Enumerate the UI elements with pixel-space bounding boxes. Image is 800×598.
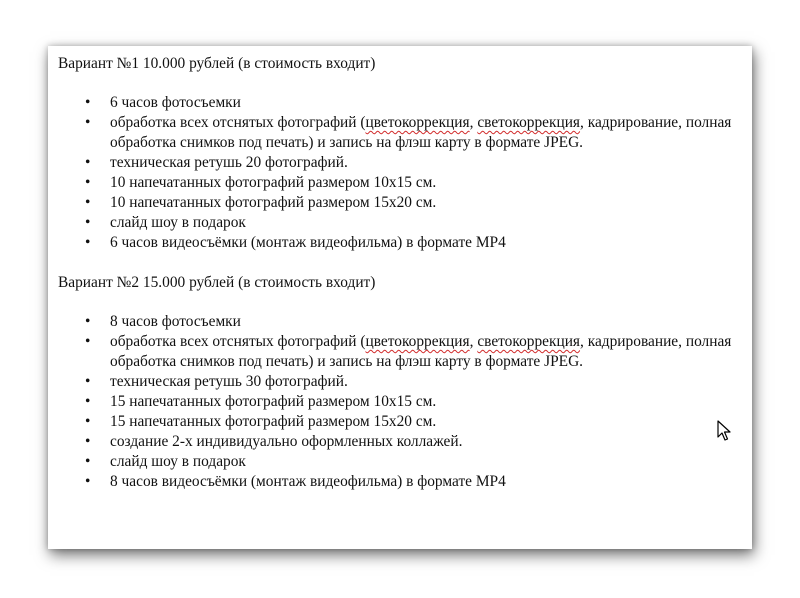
list-item-text: ,: [469, 114, 478, 131]
document-page: [48, 46, 752, 549]
list-item: • 10 напечатанных фотографий размером 10х15 см.: [58, 173, 742, 193]
list-item: [58, 113, 742, 153]
list-item: • 15 напечатанных фотографий размером 15х20 см.: [58, 412, 742, 432]
list-item: • слайд шоу в подарок: [58, 213, 742, 233]
list-item-text: обработка всех отснятых фотографий (: [110, 333, 366, 350]
variant-1-list: [58, 93, 742, 253]
list-item-text: , кадрирование, полная обработка снимков под печать) и запись на флэш карту в формате JPEG.: [110, 333, 732, 370]
variant-1-heading: Вариант №1 10.000 рублей (в стоимость входит): [58, 55, 376, 72]
list-item: • слайд шоу в подарок: [58, 452, 742, 472]
list-item: • 8 часов фотосъемки: [58, 312, 742, 332]
spellcheck-word: светокоррекция: [477, 114, 581, 131]
list-item: • создание 2-х индивидуально оформленных коллажей.: [58, 432, 742, 452]
list-item-text: , кадрирование, полная обработка снимков под печать) и запись на флэш карту в формате JPEG.: [110, 114, 732, 151]
list-item: • техническая ретушь 30 фотографий.: [58, 372, 742, 392]
variant-2-list: [58, 312, 742, 492]
variant-2-heading: Вариант №2 15.000 рублей (в стоимость входит): [58, 274, 376, 291]
list-item-text: ,: [469, 333, 478, 350]
list-item: • 8 часов видеосъёмки (монтаж видеофильма) в формате MP4: [58, 472, 742, 492]
list-item: • техническая ретушь 20 фотографий.: [58, 153, 742, 173]
list-item: [58, 332, 742, 372]
spellcheck-word: светокоррекция: [477, 333, 581, 350]
list-item: • 6 часов фотосъемки: [58, 93, 742, 113]
mouse-pointer-icon: [717, 420, 731, 442]
spellcheck-word: цветокоррекция: [365, 333, 470, 350]
list-item: • 6 часов видеосъёмки (монтаж видеофильма) в формате MP4: [58, 233, 742, 253]
list-item: • 15 напечатанных фотографий размером 10х15 см.: [58, 392, 742, 412]
list-item-text: обработка всех отснятых фотографий (: [110, 114, 366, 131]
list-item: • 10 напечатанных фотографий размером 15х20 см.: [58, 193, 742, 213]
spellcheck-word: цветокоррекция: [365, 114, 470, 131]
